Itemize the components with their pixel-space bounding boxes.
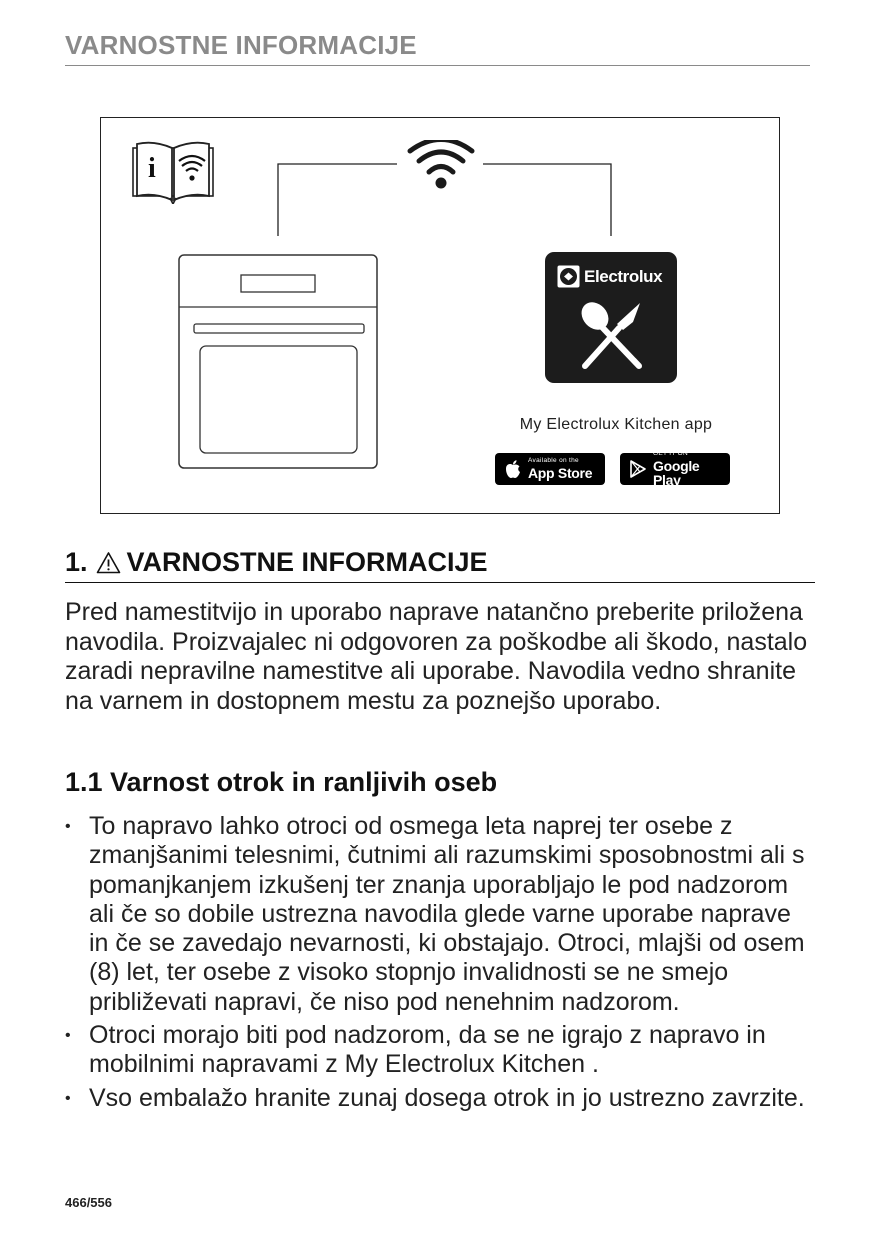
google-play-icon [628,459,648,479]
warning-icon [96,551,121,574]
brand-name: Electrolux [584,266,663,286]
app-store-badge[interactable] [495,453,605,485]
section-heading [65,547,815,583]
app-store-small-text: Available on the [528,457,579,465]
electrolux-logo-icon [557,265,580,288]
list-item: • To napravo lahko otroci od osmega leta naprej ter osebe z zmanjšanimi telesnimi, čutnimi ali razumskimi sposobnostmi ali s pomanjkanjem izkušenj ter znanja uporabljajo le pod nadzorom ali če so dobile ustrezna navodila glede varne uporabe naprave in če se zavedajo nevarnosti, ki obstajajo. Otroci, mlajši od osem (8) let, ter osebe z visoko stopnjo invalidnosti se ne smejo približevati napravi, če niso pod nenehnim nadzorom. [65,812,815,1017]
spoon-knife-icon [579,300,643,370]
connectivity-figure [100,117,780,514]
oven-illustration [178,254,378,469]
brand-row [557,265,662,288]
safety-bullet-list [65,812,815,1117]
list-item: • Otroci morajo biti pod nadzorom, da se ne igrajo z napravo in mobilnimi napravami z My Electrolux Kitchen . [65,1021,815,1080]
list-item: • Vso embalažo hranite zunaj dosega otrok in jo ustrezno zavrzite. [65,1084,815,1113]
user-manual-icon [132,140,214,204]
intro-paragraph: Pred namestitvijo in uporabo naprave natančno preberite priložena navodila. Proizvajalec ni odgovoren za poškodbe ali škodo, nastalo zaradi nepravilne namestitve ali uporabe. Navodila vedno shranite na varnem in dostopnem mestu za poznejšo uporabo. [65,598,808,715]
running-header: VARNOSTNE INFORMACIJE [65,30,810,66]
app-store-label: App Store [528,464,593,481]
subsection-heading: 1.1 Varnost otrok in ranljivih oseb [65,767,498,797]
electrolux-app-icon [545,252,677,383]
wifi-icon [405,140,477,190]
google-play-small-text: GET IT ON [653,450,688,458]
section-title: VARNOSTNE INFORMACIJE [126,547,488,577]
apple-icon [503,459,523,479]
google-play-badge[interactable] [620,450,730,488]
section-number: 1. [65,547,88,577]
svg-text:i: i [148,153,156,184]
page-number: 466/556 [65,1195,112,1210]
app-name: My Electrolux Kitchen app [519,416,713,433]
google-play-label: Google Play [653,457,700,488]
